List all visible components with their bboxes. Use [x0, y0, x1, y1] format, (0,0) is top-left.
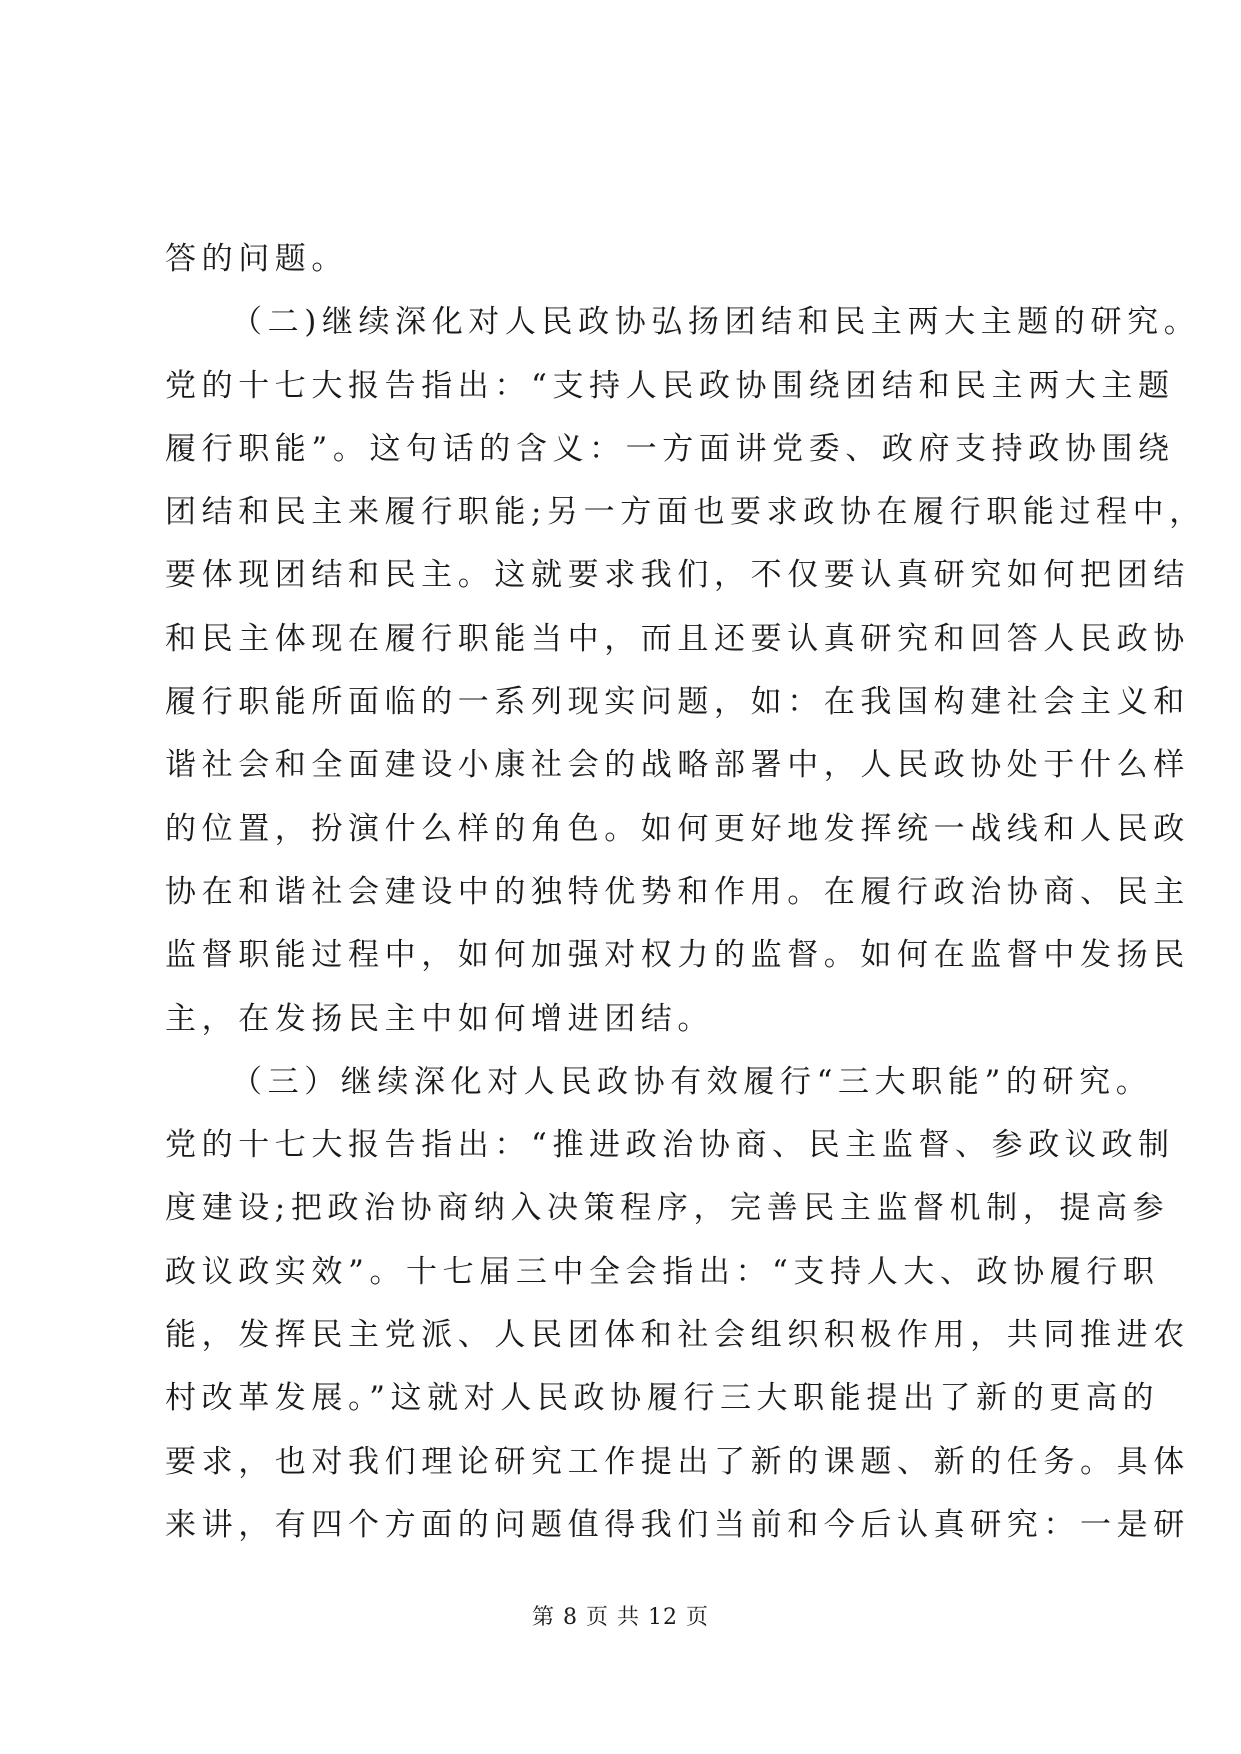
text-line: 村改革发展。”这就对人民政协履行三大职能提出了新的更高的 — [165, 1380, 1160, 1417]
body-text — [165, 228, 1206, 1557]
text-line: 履行职能”。这句话的含义：一方面讲党委、政府支持政协围绕 — [165, 430, 1175, 467]
text-line: 答的问题。 — [165, 241, 348, 277]
text-line: 来讲，有四个方面的问题值得我们当前和今后认真研究：一是研 — [165, 1506, 1190, 1543]
section-heading-3: （三）继续深化对人民政协有效履行“三大职能”的研究。 — [231, 1063, 1153, 1100]
text-line: 主，在发扬民主中如何增进团结。 — [165, 1000, 714, 1037]
text-line: 能，发挥民主党派、人民团体和社会组织积极作用，共同推进农 — [165, 1317, 1190, 1354]
text-line: 度建设;把政治协商纳入决策程序，完善民主监督机制，提高参 — [165, 1190, 1170, 1227]
text-line: 党的十七大报告指出：“支持人民政协围绕团结和民主两大主题 — [165, 367, 1175, 404]
text-line: 政议政实效”。十七届三中全会指出：“支持人大、政协履行职 — [165, 1253, 1160, 1290]
text-line: 要体现团结和民主。这就要求我们，不仅要认真研究如何把团结 — [165, 557, 1190, 594]
text-line: 党的十七大报告指出：“推进政治协商、民主监督、参政议政制 — [165, 1127, 1175, 1164]
text-line: 谐社会和全面建设小康社会的战略部署中，人民政协处于什么样 — [165, 747, 1190, 784]
section-heading-2: （二)继续深化对人民政协弘扬团结和民主两大主题的研究。 — [231, 304, 1201, 341]
page-number-footer: 第 8 页 共 12 页 — [532, 1605, 709, 1630]
text-line: 履行职能所面临的一系列现实问题，如：在我国构建社会主义和 — [165, 684, 1190, 721]
text-line: 要求，也对我们理论研究工作提出了新的课题、新的任务。具体 — [165, 1443, 1190, 1480]
text-line: 协在和谐社会建设中的独特优势和作用。在履行政治协商、民主 — [165, 873, 1190, 910]
text-line: 的位置，扮演什么样的角色。如何更好地发挥统一战线和人民政 — [165, 810, 1190, 847]
text-line: 和民主体现在履行职能当中，而且还要认真研究和回答人民政协 — [165, 620, 1190, 657]
text-line: 团结和民主来履行职能;另一方面也要求政协在履行职能过程中， — [165, 494, 1206, 531]
text-line: 监督职能过程中，如何加强对权力的监督。如何在监督中发扬民 — [165, 937, 1190, 974]
